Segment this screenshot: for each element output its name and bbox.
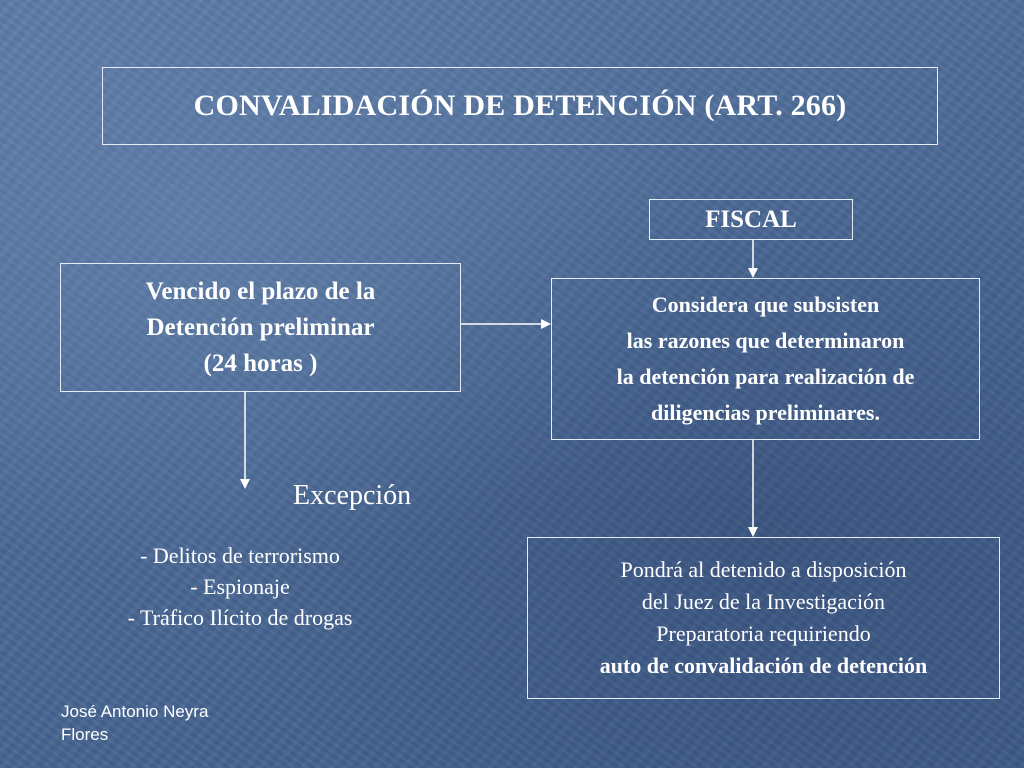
fiscal-label: FISCAL [705, 205, 797, 233]
title-box [102, 67, 938, 145]
consider-line: Considera que subsisten [651, 292, 880, 317]
result-line: Preparatoria requiriendo [656, 621, 871, 646]
deadline-box [60, 263, 461, 392]
result-line: del Juez de la Investigación [641, 589, 886, 614]
author-footer [61, 700, 208, 746]
result-line-emphasis: auto de convalidación de detención [599, 653, 928, 678]
exception-item: - Espionaje [190, 574, 290, 599]
author-line: José Antonio Neyra [61, 702, 209, 721]
consider-line: diligencias preliminares. [651, 400, 880, 425]
exception-item: - Delitos de terrorismo [140, 543, 340, 568]
fiscal-box [649, 199, 853, 240]
exception-list [60, 540, 420, 633]
consider-line: la detención para realización de [616, 364, 915, 389]
deadline-line: Detención preliminar [146, 313, 375, 341]
slide-title: CONVALIDACIÓN DE DETENCIÓN (ART. 266) [193, 89, 847, 122]
result-line: Pondrá al detenido a disposición [620, 557, 907, 582]
deadline-line: Vencido el plazo de la [145, 277, 376, 305]
deadline-line: (24 horas ) [203, 349, 318, 377]
consider-line: las razones que determinaron [626, 328, 905, 353]
result-box [527, 537, 1000, 699]
consider-box [551, 278, 980, 440]
exception-item: - Tráfico Ilícito de drogas [127, 605, 353, 630]
exception-label: Excepción [293, 480, 412, 511]
author-line: Flores [61, 725, 109, 744]
